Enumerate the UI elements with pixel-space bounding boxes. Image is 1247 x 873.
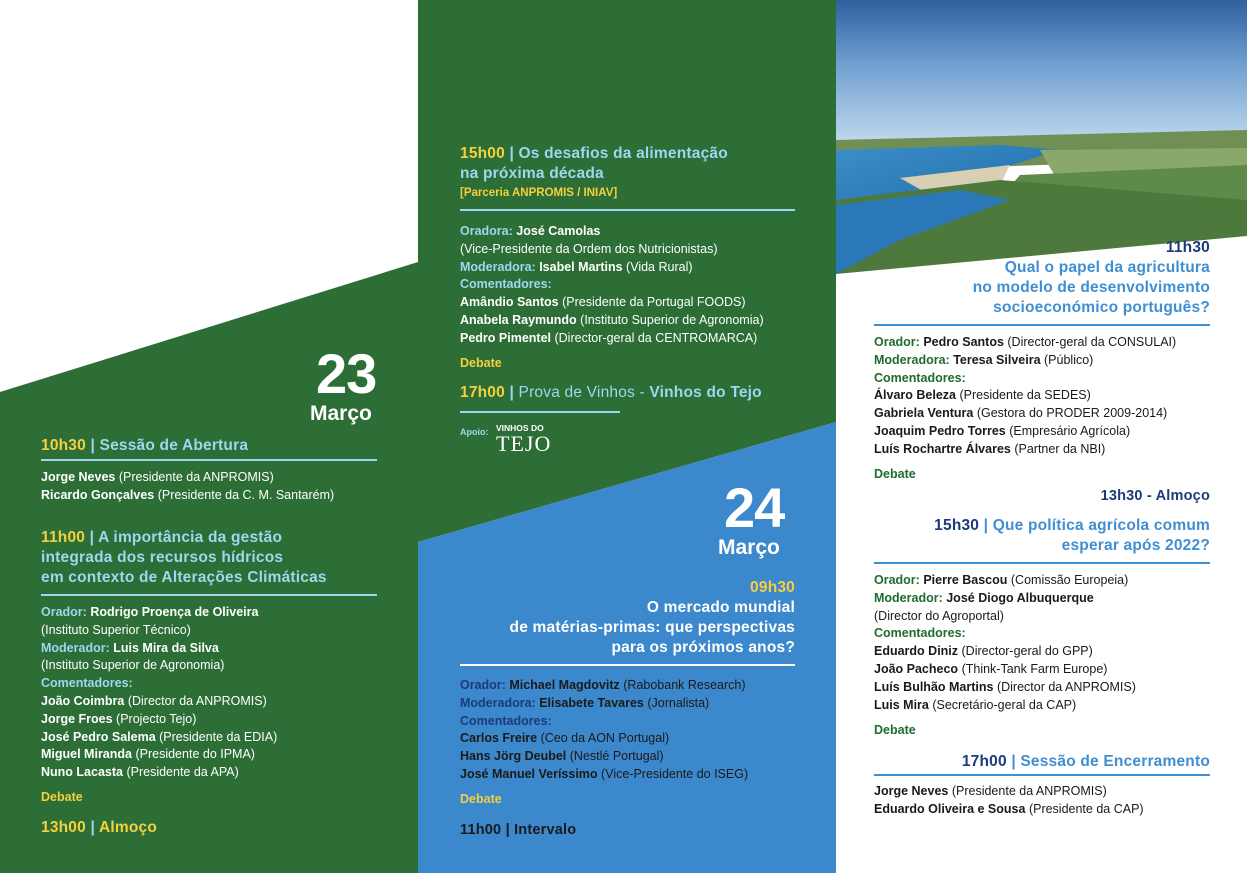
lunch-heading: 13h00 | Almoço <box>41 819 157 836</box>
vinhos-do-tejo-logo: VINHOS DO <box>496 423 544 433</box>
day-24-month: Março <box>718 536 780 559</box>
divider <box>41 459 377 461</box>
partnership-note: [Parceria ANPROMIS / INIAV] <box>460 187 618 199</box>
speaker-list: Oradora: José Camolas (Vice-Presidente da Ordem dos Nutricionistas) Moderadora: Isabel Martins (Vida Rural) Comentadores: Amândio Santos (Presidente da Portugal FOODS) Anabela Raymundo (Instituto Superior de Agronomia) Pedro Pimentel (Director-geral da CENTROMARCA) <box>460 224 764 345</box>
divider <box>874 774 1210 776</box>
day-24-number: 24 <box>724 476 785 539</box>
tejo-logo-text: TEJO <box>496 431 552 456</box>
session-cap-heading: 15h30 | Que política agrícola comum esperar após 2022? <box>934 517 1210 554</box>
session-agriculture-role-heading: 11h30 Qual o papel da agricultura no modelo de desenvolvimento socioeconómico português? <box>972 239 1210 316</box>
divider <box>460 664 795 666</box>
session-closing-heading: 17h00 | Sessão de Encerramento <box>961 753 1210 770</box>
divider <box>41 594 377 596</box>
speaker-list: Jorge Neves (Presidente da ANPROMIS) Eduardo Oliveira e Sousa (Presidente da CAP) <box>874 784 1144 816</box>
river-landscape-photo <box>836 0 1247 274</box>
break-heading: 11h00 | Intervalo <box>460 822 577 838</box>
day-23-month: Março <box>310 402 372 425</box>
debate-label: Debate <box>460 356 502 370</box>
wine-tasting-heading: 17h00 | Prova de Vinhos - Vinhos do Tejo <box>460 384 762 401</box>
session-market-heading: 09h30 O mercado mundial de matérias-primas: que perspectivas para os próximos anos? <box>509 579 795 656</box>
session-opening-heading: 10h30 | Sessão de Abertura <box>41 437 249 454</box>
lunch-2-heading: 13h30 - Almoço <box>1100 488 1210 504</box>
debate-label: Debate <box>874 467 916 481</box>
debate-label: Debate <box>41 790 83 804</box>
speaker-list: Orador: Rodrigo Proença de Oliveira (Instituto Superior Técnico) Moderador: Luis Mira da Silva (Instituto Superior de Agronomia) Comentadores: João Coimbra (Director da ANPROMIS) Jorge Froes (Projecto Tejo) José Pedro Salema (Presidente da EDIA) Miguel Miranda (Presidente do IPMA) Nuno Lacasta (Presidente da APA) <box>41 605 278 780</box>
debate-label: Debate <box>874 723 916 737</box>
speaker-list: Orador: Pierre Bascou (Comissão Europeia) Moderador: José Diogo Albuquerque (Director do Agroportal) Comentadores: Eduardo Diniz (Director-geral do GPP) João Pacheco (Think-Tank Farm Europe) Luís Bulhão Martins (Director da ANPROMIS) Luis Mira (Secretário-geral da CAP) <box>874 573 1136 712</box>
divider <box>460 209 795 211</box>
divider <box>460 411 620 413</box>
divider <box>874 562 1210 564</box>
speaker-list: Orador: Michael Magdovitz (Rabobank Research) Moderadora: Elisabete Tavares (Jornalista) Comentadores: Carlos Freire (Ceo da AON Portugal) Hans Jörg Deubel (Nestlé Portugal) José Manuel Veríssimo (Vice-Presidente do ISEG) <box>460 678 749 781</box>
speaker-list: Jorge Neves (Presidente da ANPROMIS) Ricardo Gonçalves (Presidente da C. M. Santarém) <box>41 470 335 502</box>
divider <box>874 324 1210 326</box>
debate-label: Debate <box>460 792 502 806</box>
day-23-number: 23 <box>316 342 377 405</box>
session-water-heading: 11h00 | A importância da gestão integrada dos recursos hídricos em contexto de Alterações Climáticas <box>41 529 327 586</box>
session-food-heading: 15h00 | Os desafios da alimentação na próxima década <box>460 145 728 182</box>
speaker-list: Orador: Pedro Santos (Director-geral da CONSULAI) Moderadora: Teresa Silveira (Público) Comentadores: Álvaro Beleza (Presidente da SEDES) Gabriela Ventura (Gestora do PRODER 2009-2014) Joaquim Pedro Torres (Empresário Agrícola) Luís Rochartre Álvares (Partner da NBI) <box>874 335 1177 456</box>
